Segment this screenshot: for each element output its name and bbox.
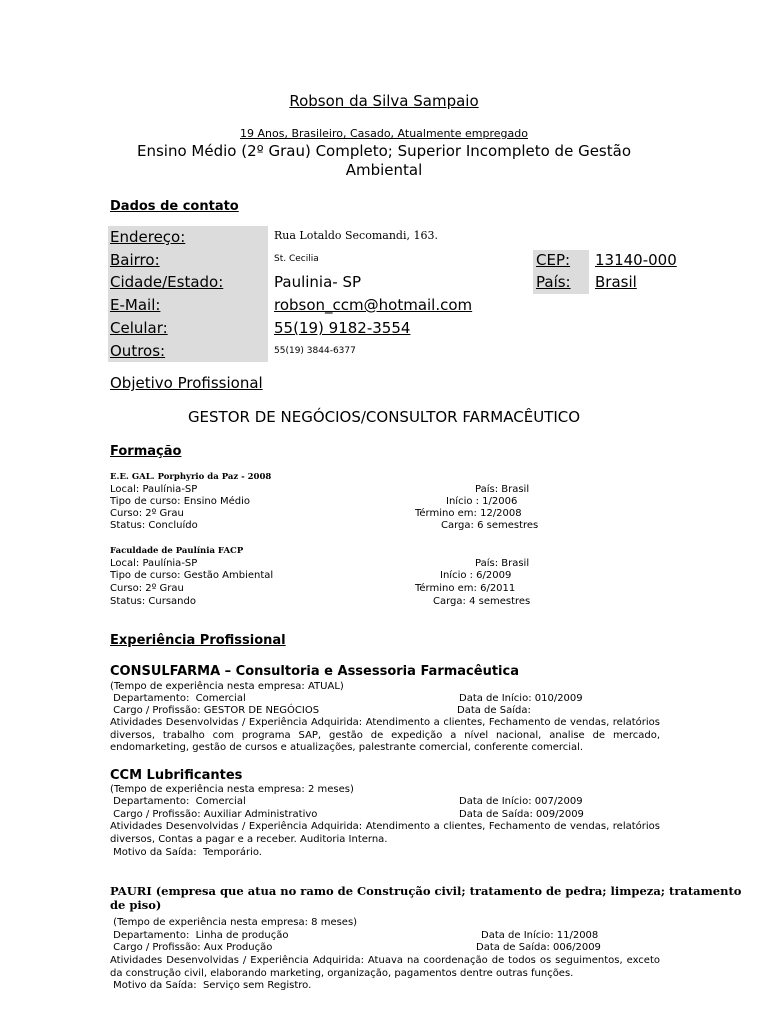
education-heading: Formação bbox=[110, 444, 182, 459]
job-data-inicio: Data de Início: 11/2008 bbox=[481, 930, 599, 941]
school-carga: Carga: 4 semestres bbox=[433, 596, 531, 607]
school-local: Local: Paulínia-SP bbox=[110, 558, 198, 569]
school-inicio: Início : 1/2006 bbox=[446, 496, 518, 507]
job-tempo: (Tempo de experiência nesta empresa: 8 meses) bbox=[110, 917, 358, 928]
job-data-saida: Data de Saída: 009/2009 bbox=[459, 809, 584, 820]
job-company-cont: de piso) bbox=[110, 898, 162, 912]
bairro-label: Bairro: bbox=[110, 251, 160, 269]
job-data-inicio: Data de Início: 010/2009 bbox=[459, 693, 583, 704]
job-atividades: Atividades Desenvolvidas / Experiência Adquirida: Atendimento a clientes, Fechamento de vendas, relatórios diversos, Contas a pagar e a receber. Auditoria Interna. bbox=[110, 821, 660, 845]
endereco-label: Endereço: bbox=[110, 228, 186, 246]
job-data-saida: Data de Saída: 006/2009 bbox=[476, 942, 601, 953]
outros-value: 55(19) 3844-6377 bbox=[274, 346, 356, 356]
pais-label: País: bbox=[536, 273, 571, 291]
job-motivo: Motivo da Saída: Serviço sem Registro. bbox=[110, 980, 312, 991]
pais-value: Brasil bbox=[595, 273, 637, 291]
cep-value: 13140-000 bbox=[595, 251, 677, 269]
education-summary-line1: Ensino Médio (2º Grau) Completo; Superior Incompleto de Gestão bbox=[137, 142, 631, 160]
job-tempo: (Tempo de experiência nesta empresa: ATUAL) bbox=[110, 681, 344, 692]
job-departamento: Departamento: Comercial bbox=[110, 796, 246, 807]
email-label: E-Mail: bbox=[110, 296, 161, 314]
school-tipo: Tipo de curso: Gestão Ambiental bbox=[110, 570, 274, 581]
resume-name: Robson da Silva Sampaio bbox=[289, 92, 479, 110]
school-carga: Carga: 6 semestres bbox=[441, 520, 539, 531]
school-termino: Término em: 6/2011 bbox=[415, 583, 516, 594]
job-data-inicio: Data de Início: 007/2009 bbox=[459, 796, 583, 807]
resume-subtitle: 19 Anos, Brasileiro, Casado, Atualmente empregado bbox=[240, 127, 528, 140]
celular-label: Celular: bbox=[110, 319, 168, 337]
job-departamento: Departamento: Comercial bbox=[110, 693, 246, 704]
job-cargo: Cargo / Profissão: Aux Produção bbox=[110, 942, 273, 953]
school-inicio: Início : 6/2009 bbox=[440, 570, 512, 581]
job-company: PAURI (empresa que atua no ramo de Construção civil; tratamento de pedra; limpeza; tratamento bbox=[110, 884, 742, 898]
job-cargo: Cargo / Profissão: Auxiliar Administrativo bbox=[110, 809, 318, 820]
objective-title: GESTOR DE NEGÓCIOS/CONSULTOR FARMACÊUTICO bbox=[187, 408, 581, 426]
cep-label: CEP: bbox=[536, 251, 571, 269]
school-name: E.E. GAL. Porphyrio da Paz - 2008 bbox=[110, 472, 272, 482]
experience-heading: Experiência Profissional bbox=[110, 633, 286, 648]
endereco-value: Rua Lotaldo Secomandi, 163. bbox=[274, 229, 438, 242]
contact-heading: Dados de contato bbox=[110, 199, 239, 214]
job-company: CCM Lubrificantes bbox=[110, 768, 243, 783]
job-data-saida: Data de Saída: bbox=[457, 705, 531, 716]
school-pais: País: Brasil bbox=[475, 558, 530, 569]
cidade-label: Cidade/Estado: bbox=[110, 273, 224, 291]
school-local: Local: Paulínia-SP bbox=[110, 484, 198, 495]
school-termino: Término em: 12/2008 bbox=[415, 508, 522, 519]
outros-label: Outros: bbox=[110, 342, 166, 360]
education-summary-line2: Ambiental bbox=[345, 161, 423, 179]
bairro-value: St. Cecilia bbox=[274, 254, 319, 264]
school-tipo: Tipo de curso: Ensino Médio bbox=[110, 496, 251, 507]
email-value[interactable]: robson_ccm@hotmail.com bbox=[274, 296, 473, 314]
job-tempo: (Tempo de experiência nesta empresa: 2 meses) bbox=[110, 784, 354, 795]
job-atividades: Atividades Desenvolvidas / Experiência Adquirida: Atuava na coordenação de todos os seguimentos, exceto da construção civil, elaborando marketing, organização, pagamentos dentre outras funções. bbox=[110, 955, 660, 979]
job-cargo: Cargo / Profissão: GESTOR DE NEGÓCIOS bbox=[110, 705, 320, 716]
job-atividades: Atividades Desenvolvidas / Experiência Adquirida: Atendimento a clientes, Fechamento de vendas, relatórios diversos, trabalho com programa SAP, gestão de expedição a nível nacional, analise de mercado, endomarketing, gestão de cursos e atualizações, palestrante comercial, conferente comercial. bbox=[110, 717, 660, 753]
objective-heading: Objetivo Profissional bbox=[110, 374, 263, 392]
job-departamento: Departamento: Linha de produção bbox=[110, 930, 289, 941]
job-company: CONSULFARMA – Consultoria e Assessoria Farmacêutica bbox=[110, 664, 519, 679]
celular-value: 55(19) 9182-3554 bbox=[274, 319, 411, 337]
school-pais: País: Brasil bbox=[475, 484, 530, 495]
cidade-value: Paulinia- SP bbox=[274, 273, 362, 291]
school-name: Faculdade de Paulínia FACP bbox=[110, 546, 244, 556]
school-curso: Curso: 2º Grau bbox=[110, 508, 184, 519]
school-curso: Curso: 2º Grau bbox=[110, 583, 184, 594]
school-status: Status: Concluído bbox=[110, 520, 198, 531]
school-status: Status: Cursando bbox=[110, 596, 196, 607]
job-motivo: Motivo da Saída: Temporário. bbox=[110, 847, 262, 858]
